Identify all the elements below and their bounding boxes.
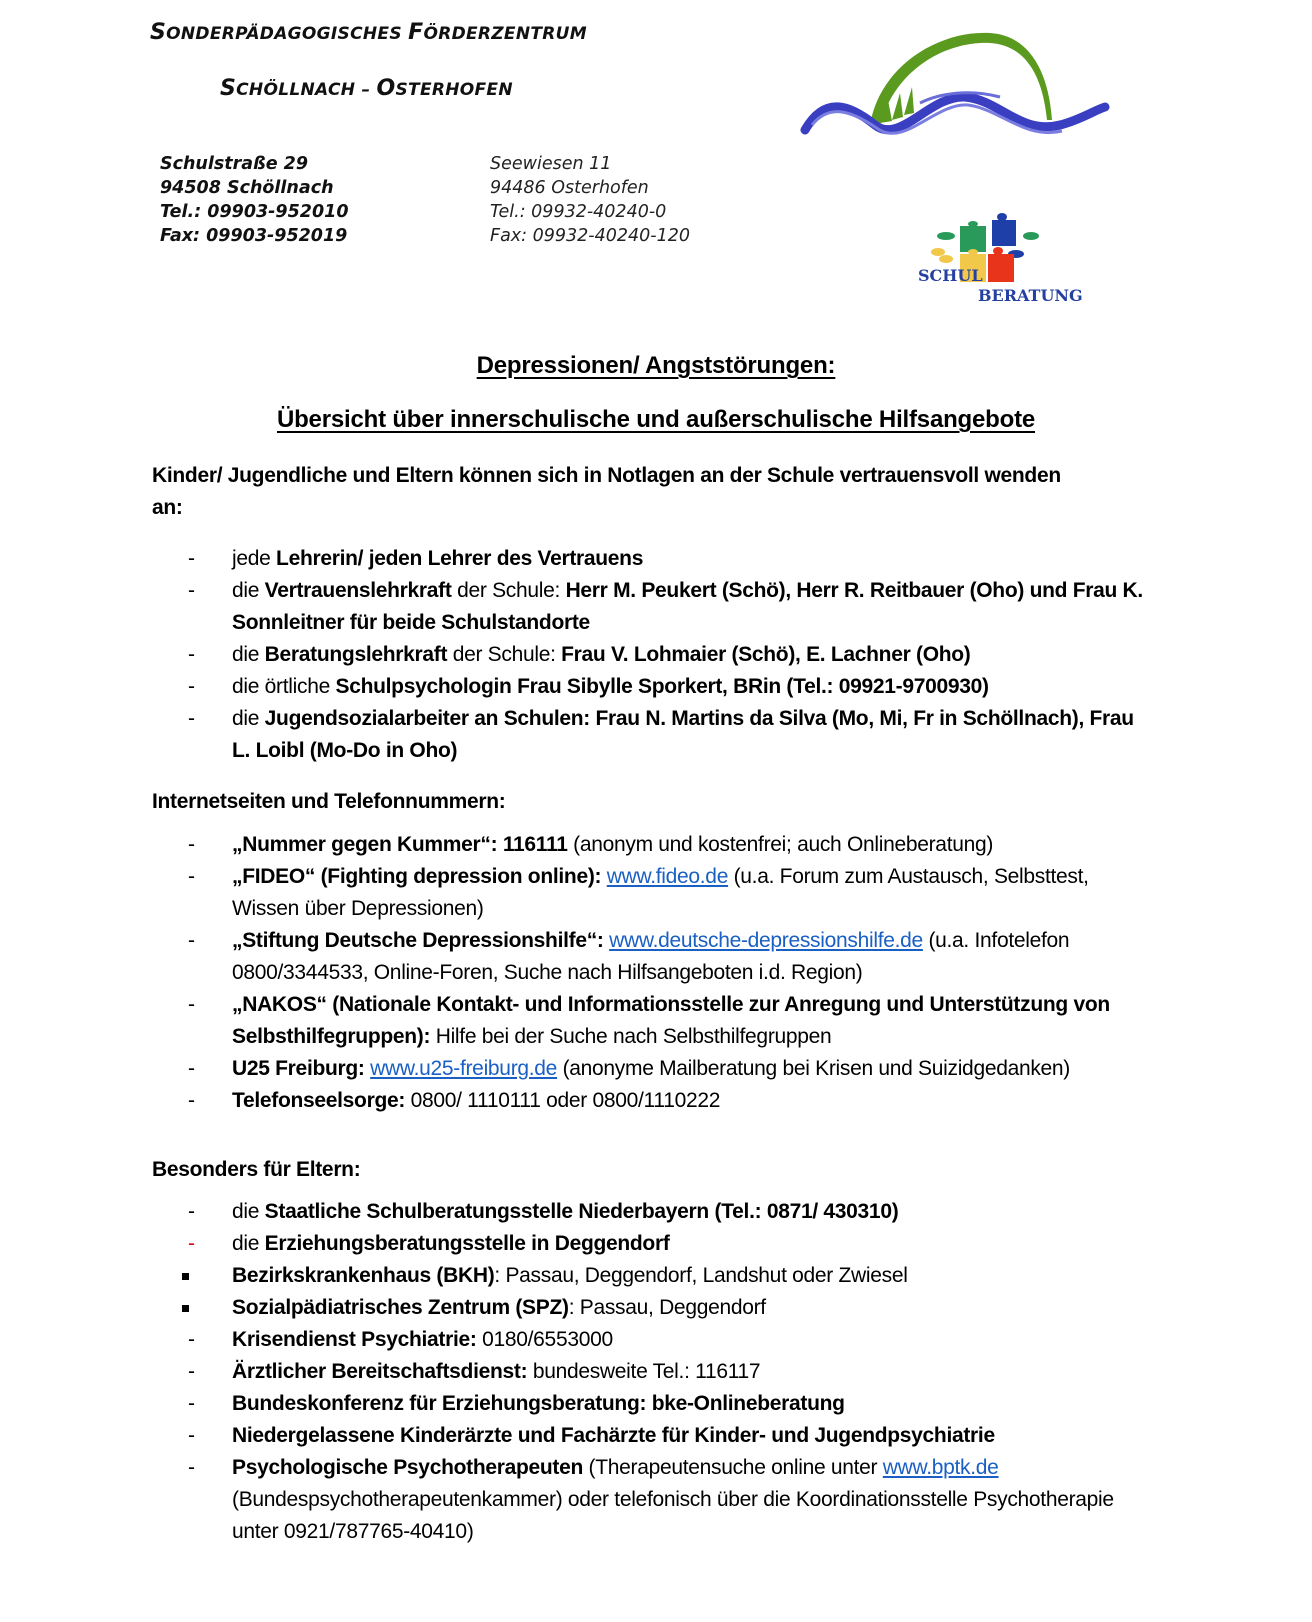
school-location-initial: O [376,76,396,101]
school-name-part: ÖRDERZENTRUM [423,24,587,44]
item-text: (u.a. Forum zum Austausch, Selbsttest, Wissen über Depressionen) [232,865,1089,920]
school-name-part: ONDERPÄDAGOGISCHES [166,24,409,44]
internet-resources-list [152,829,1152,1117]
list-item [152,1292,1152,1324]
list-item [152,925,1152,989]
item-text: (Bundespsychotherapeutenkammer) oder telefonisch über die Koordinationsstelle Psychotherapie unter 0921/787765-40410) [232,1488,1114,1543]
address-street: Seewiesen 11 [490,154,612,174]
item-bold: Vertrauenslehrkraft [264,579,452,602]
item-bold: Sozialpädiatrisches Zentrum (SPZ) [232,1296,569,1319]
section-heading-internet: Internetseiten und Telefonnummern: [152,790,506,813]
list-item [152,671,1152,703]
dash-bullet-icon: - [188,547,195,570]
item-text: die [232,643,265,666]
item-bold: Frau V. Lohmaier (Schö), E. Lachner (Oho) [561,643,971,666]
item-text: die [232,1200,265,1223]
item-text: der Schule: [447,643,562,666]
item-text: die [232,707,265,730]
dash-bullet-icon: - [188,675,195,698]
dash-bullet-icon: - [188,643,195,666]
red-dash-bullet-icon: - [188,1232,195,1255]
dash-bullet-icon: - [188,1328,195,1351]
address-fax: Fax: 09903-952019 [160,226,348,246]
item-text: bundesweite Tel.: 116117 [527,1360,761,1383]
school-location-part: STERHOFEN [395,80,513,100]
item-text: : Passau, Deggendorf [568,1296,766,1319]
dash-bullet-icon: - [188,1360,195,1383]
address-phone: Tel.: 09932-40240-0 [490,202,667,222]
dash-bullet-icon: - [188,865,195,888]
item-bold: Bundeskonferenz für Erziehungsberatung: bke-Onlineberatung [232,1392,845,1415]
list-item [152,1196,1152,1228]
item-bold: „Stiftung Deutsche Depressionshilfe“: [232,929,610,952]
link-bptk[interactable]: www.bptk.de [882,1456,999,1479]
dash-bullet-icon: - [188,1089,195,1112]
item-bold: Niedergelassene Kinderärzte und Fachärzte für Kinder- und Jugendpsychiatrie [232,1424,995,1447]
document-title: Depressionen/ Angststörungen: [476,352,836,379]
item-bold: Jugendsozialarbeiter an Schulen: Frau N. Martins da Silva (Mo, Mi, Fr in Schöllnach), Frau L. Loibl (Mo-Do in Oho) [232,707,1134,762]
address-fax: Fax: 09932-40240-120 [490,226,690,246]
list-item [152,861,1152,925]
item-bold: Lehrerin/ jeden Lehrer des Vertrauens [276,547,644,570]
item-bold: Ärztlicher Bereitschaftsdienst: [232,1360,528,1383]
item-bold: Herr M. Peukert (Schö), Herr R. Reitbauer (Oho) und Frau K. Sonnleitner für beide Schulstandorte [232,579,1143,634]
parents-resources-list [152,1196,1152,1548]
schulberatung-logo [918,210,1088,310]
list-item [152,639,1152,671]
school-contacts-list [152,543,1152,767]
list-item [152,1452,1152,1548]
item-bold: „NAKOS“ (Nationale Kontakt- und Informationsstelle zur Anregung und Unterstützung von Selbsthilfegruppen): [232,993,1110,1048]
item-bold: Krisendienst Psychiatrie: [232,1328,477,1351]
dash-bullet-icon: - [188,1200,195,1223]
address-schoellnach [160,152,349,248]
school-name-initial: F [408,20,424,45]
item-bold: Bezirkskrankenhaus (BKH) [232,1264,495,1287]
item-bold: Beratungslehrkraft [264,643,448,666]
item-text: Hilfe bei der Suche nach Selbsthilfegruppen [430,1025,832,1048]
document-subtitle: Übersicht über innerschulische und außerschulische Hilfsangebote [276,406,1036,433]
item-bold: „Nummer gegen Kummer“: 116111 [232,833,568,856]
item-text: die örtliche [232,675,336,698]
item-text: 0180/6553000 [476,1328,613,1351]
item-bold: Schulpsychologin Frau Sibylle Sporkert, BRin (Tel.: 09921-9700930) [335,675,989,698]
school-name-line2 [220,76,513,101]
school-wave-logo-icon [800,25,1110,150]
address-city: 94486 Osterhofen [490,178,649,198]
item-text: (anonyme Mailberatung bei Krisen und Suizidgedanken) [557,1057,1070,1080]
dash-bullet-icon: - [188,1456,195,1479]
item-text: (Therapeutensuche online unter [583,1456,883,1479]
address-osterhofen [490,152,690,248]
school-name-initial: S [150,20,167,45]
item-text: 0800/ 1110111 oder 0800/1110222 [405,1089,721,1112]
item-bold: „FIDEO“ (Fighting depression online): [232,865,607,888]
item-bold: U25 Freiburg: [232,1057,371,1080]
school-location-part: CHÖLLNACH – [236,80,377,100]
address-street: Schulstraße 29 [160,154,309,174]
dash-bullet-icon: - [188,1424,195,1447]
link-deutsche-depressionshilfe[interactable]: www.deutsche-depressionshilfe.de [609,929,923,952]
item-text: die [232,1232,265,1255]
school-name-line1 [150,20,587,45]
item-bold: Erziehungsberatungsstelle in Deggendorf [264,1232,670,1255]
list-item [152,543,1152,575]
link-u25-freiburg[interactable]: www.u25-freiburg.de [370,1057,558,1080]
address-city: 94508 Schöllnach [160,178,334,198]
list-item [152,1388,1152,1420]
dash-bullet-icon: - [188,707,195,730]
dash-bullet-icon: - [188,833,195,856]
list-item [152,1324,1152,1356]
item-bold: Psychologische Psychotherapeuten [232,1456,584,1479]
list-item [152,1356,1152,1388]
dash-bullet-icon: - [188,1057,195,1080]
list-item [152,1228,1152,1260]
section-heading-school: Kinder/ Jugendliche und Eltern können sich in Notlagen an der Schule vertrauensvoll wenden an: [152,464,1061,519]
item-text: jede [232,547,277,570]
item-bold: Telefonseelsorge: [232,1089,406,1112]
dash-bullet-icon: - [188,1392,195,1415]
item-bold: Staatliche Schulberatungsstelle Niederbayern (Tel.: 0871/ 430310) [264,1200,899,1223]
logo-text-schul: SCHUL [918,266,983,285]
address-phone: Tel.: 09903-952010 [160,202,349,222]
item-text: die [232,579,265,602]
list-item [152,1053,1152,1085]
list-item [152,703,1152,767]
list-item [152,829,1152,861]
list-item [152,1085,1152,1117]
dash-bullet-icon: - [188,993,195,1016]
list-item [152,1260,1152,1292]
logo-text-beratung: BERATUNG [978,286,1083,305]
list-item [152,989,1152,1053]
item-text: (u.a. Infotelefon 0800/3344533, Online-Foren, Suche nach Hilfsangeboten i.d. Region) [232,929,1070,984]
item-text: der Schule: [451,579,566,602]
item-text: (anonym und kostenfrei; auch Onlineberatung) [567,833,994,856]
item-text: : Passau, Deggendorf, Landshut oder Zwiesel [494,1264,908,1287]
school-location-initial: S [220,76,237,101]
section-heading-parents: Besonders für Eltern: [152,1158,361,1181]
dash-bullet-icon: - [188,929,195,952]
dash-bullet-icon: - [188,579,195,602]
list-item [152,1420,1152,1452]
link-fideo[interactable]: www.fideo.de [606,865,729,888]
list-item [152,575,1152,639]
